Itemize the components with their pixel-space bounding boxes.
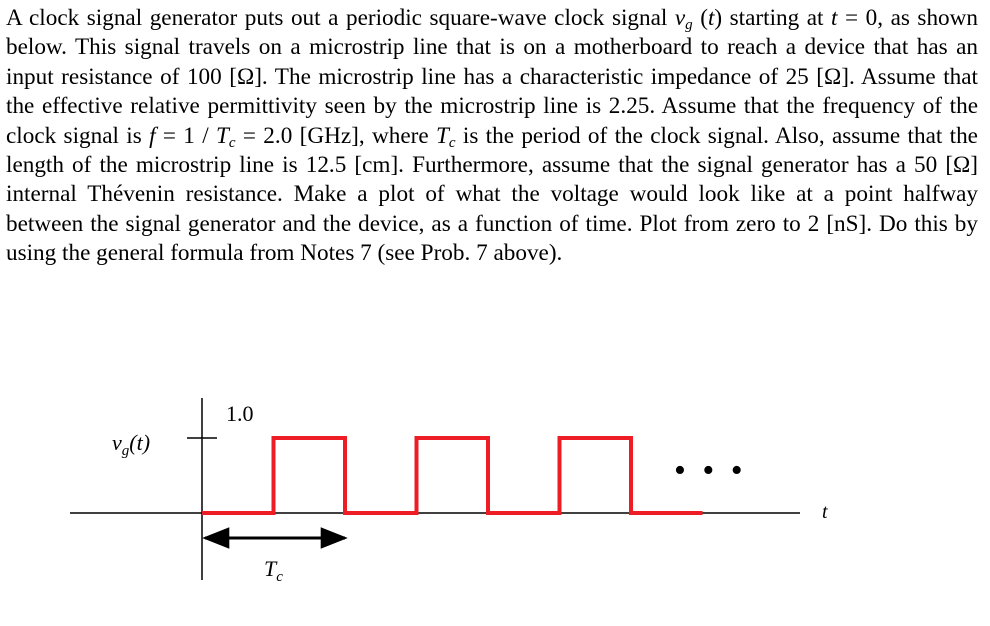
problem-text-segment: T	[435, 122, 449, 149]
problem-text-segment: v	[674, 5, 686, 31]
amplitude-label: 1.0	[226, 401, 254, 426]
waveform-path	[202, 438, 703, 513]
signal-label: $v_g(t)$	[112, 430, 151, 459]
problem-text-segment: = 2.0 [GHz], where	[235, 122, 436, 149]
problem-text-segment: (	[692, 5, 708, 31]
clock-signal-figure	[0, 380, 990, 620]
problem-text-segment: f	[149, 122, 156, 149]
problem-text-segment: is the period of the clock signal. Also, assume that the length of the microstrip line is 12.5 [cm]. Furthermore, assume that the signal generator has a 50 [Ω] internal Thévenin resistance. Make a plot of what the voltage would look like at a point halfway between the signal generator and the device, as a function of time. Plot from zero to 2 [nS]. Do this by using the general formula from Notes 7 (see Prob. 7 above).	[6, 122, 978, 267]
problem-text-segment: c	[448, 134, 456, 151]
period-label: $T_c$	[264, 556, 283, 585]
problem-text-segment: g	[685, 17, 693, 33]
problem-text-segment: ) starting at	[714, 5, 832, 31]
problem-text-segment: T	[215, 122, 229, 149]
problem-text-segment: = 0, as shown below. This signal travels on a microstrip line that is on a motherboard to reach a device that has an input resistance of 100 [Ω]. The microstrip line has a characteristic impedance of 25 [Ω]. Assume that the effective relative permittivity seen by the microstrip line is 2.25. Assume that the frequency of the clock signal is	[6, 5, 978, 149]
continuation-ellipsis: • • •	[674, 452, 747, 489]
problem-text-segment: A clock signal generator puts out a periodic square-wave clock signal	[6, 5, 675, 31]
problem-text-segment: c	[228, 134, 236, 151]
problem-text-segment: = 1 /	[155, 122, 216, 149]
problem-statement	[6, 4, 978, 269]
problem-text-segment: t	[707, 5, 715, 31]
time-axis-label: t	[822, 501, 828, 523]
problem-text-segment: t	[831, 5, 838, 31]
